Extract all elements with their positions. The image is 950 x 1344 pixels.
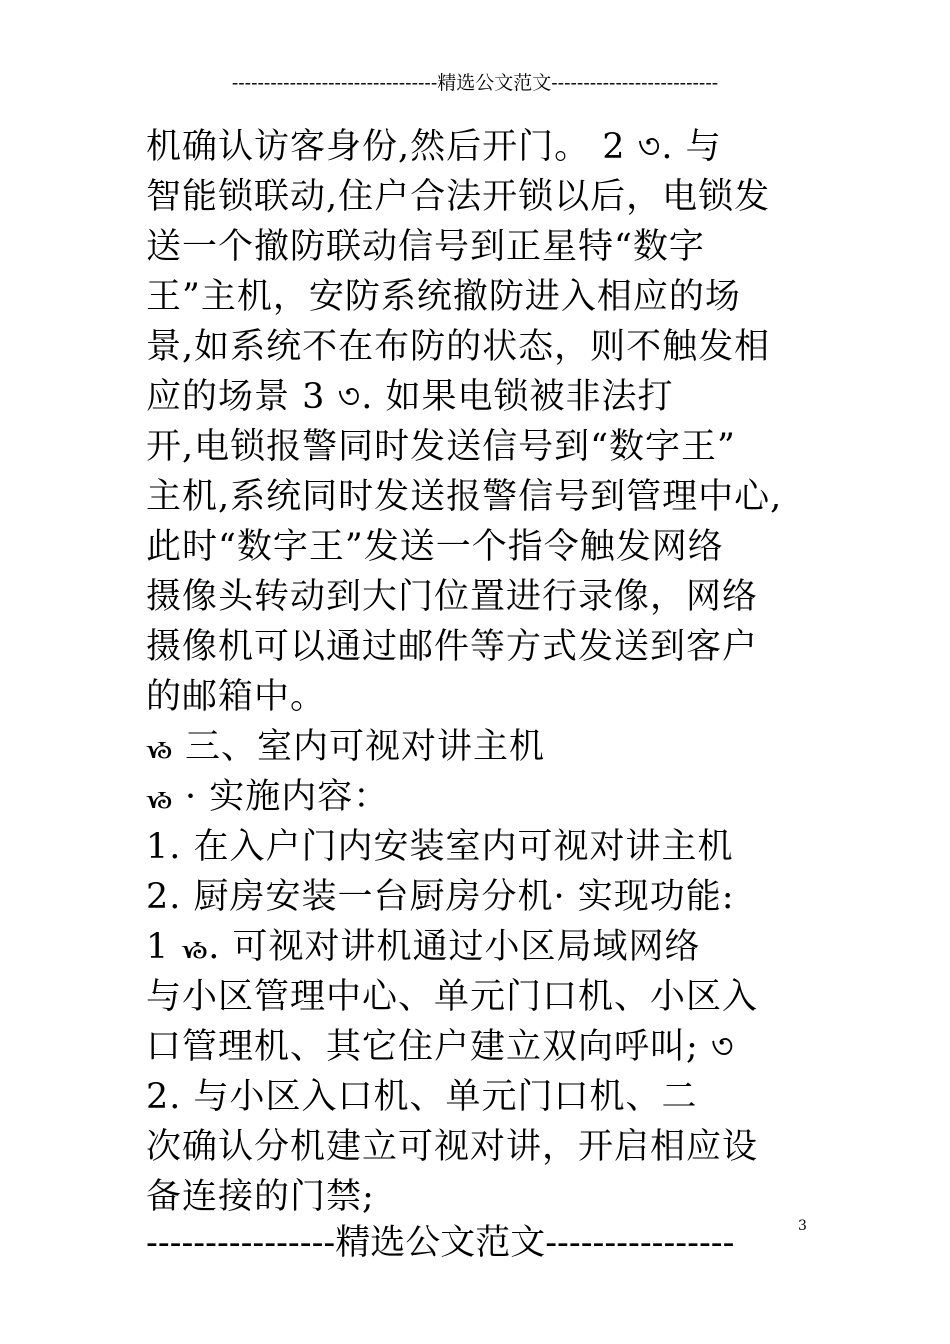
- body-line: 主机,系统同时发送报警信号到管理中心,: [146, 477, 783, 517]
- page-footer: ----------------精选公文范文----------------: [146, 1223, 735, 1263]
- section-heading: ᏹ 三、室内可视对讲主机: [146, 727, 545, 767]
- body-line: 摄像头转动到大门位置进行录像，网络: [146, 577, 759, 617]
- body-line: 开,电锁报警同时发送信号到“数字王”: [146, 427, 736, 467]
- body-line: 送一个撤防联动信号到正星特“数字: [146, 227, 705, 267]
- page-header: --------------------------------精选公文范文--------------------------: [231, 72, 719, 94]
- body-line: 王”主机，安防系统撤防进入相应的场: [146, 277, 741, 317]
- subsection-heading: ᏹ · 实施内容：: [146, 777, 390, 817]
- body-line: 与小区管理中心、单元门口机、小区入: [146, 977, 759, 1017]
- body-line: 1 ᏹ. 可视对讲机通过小区局域网络: [146, 927, 701, 967]
- body-line: 机确认访客身份,然后开门。 2 ৩. 与: [146, 127, 722, 167]
- document-body: [146, 122, 811, 1222]
- body-line: 的邮箱中。: [146, 677, 327, 717]
- body-line: 次确认分机建立可视对讲，开启相应设: [146, 1127, 759, 1167]
- list-item: 2. 厨房安装一台厨房分机· 实现功能:: [146, 877, 735, 917]
- body-line: 摄像机可以通过邮件等方式发送到客户: [146, 627, 759, 667]
- page-number: 3: [798, 1218, 807, 1234]
- body-line: 备连接的门禁;: [146, 1177, 375, 1217]
- body-line: 智能锁联动,住户合法开锁以后，电锁发: [146, 177, 771, 217]
- body-line: 应的场景 3 ৩. 如果电锁被非法打: [146, 377, 674, 417]
- list-item: 1. 在入户门内安装室内可视对讲主机: [146, 827, 734, 867]
- body-line: 口管理机、其它住户建立双向呼叫; ৩: [146, 1027, 735, 1067]
- body-line: 2. 与小区入口机、单元门口机、二: [146, 1077, 698, 1117]
- body-line: 此时“数字王”发送一个指令触发网络: [146, 527, 724, 567]
- body-line: 景,如系统不在布防的状态，则不触发相: [146, 327, 771, 367]
